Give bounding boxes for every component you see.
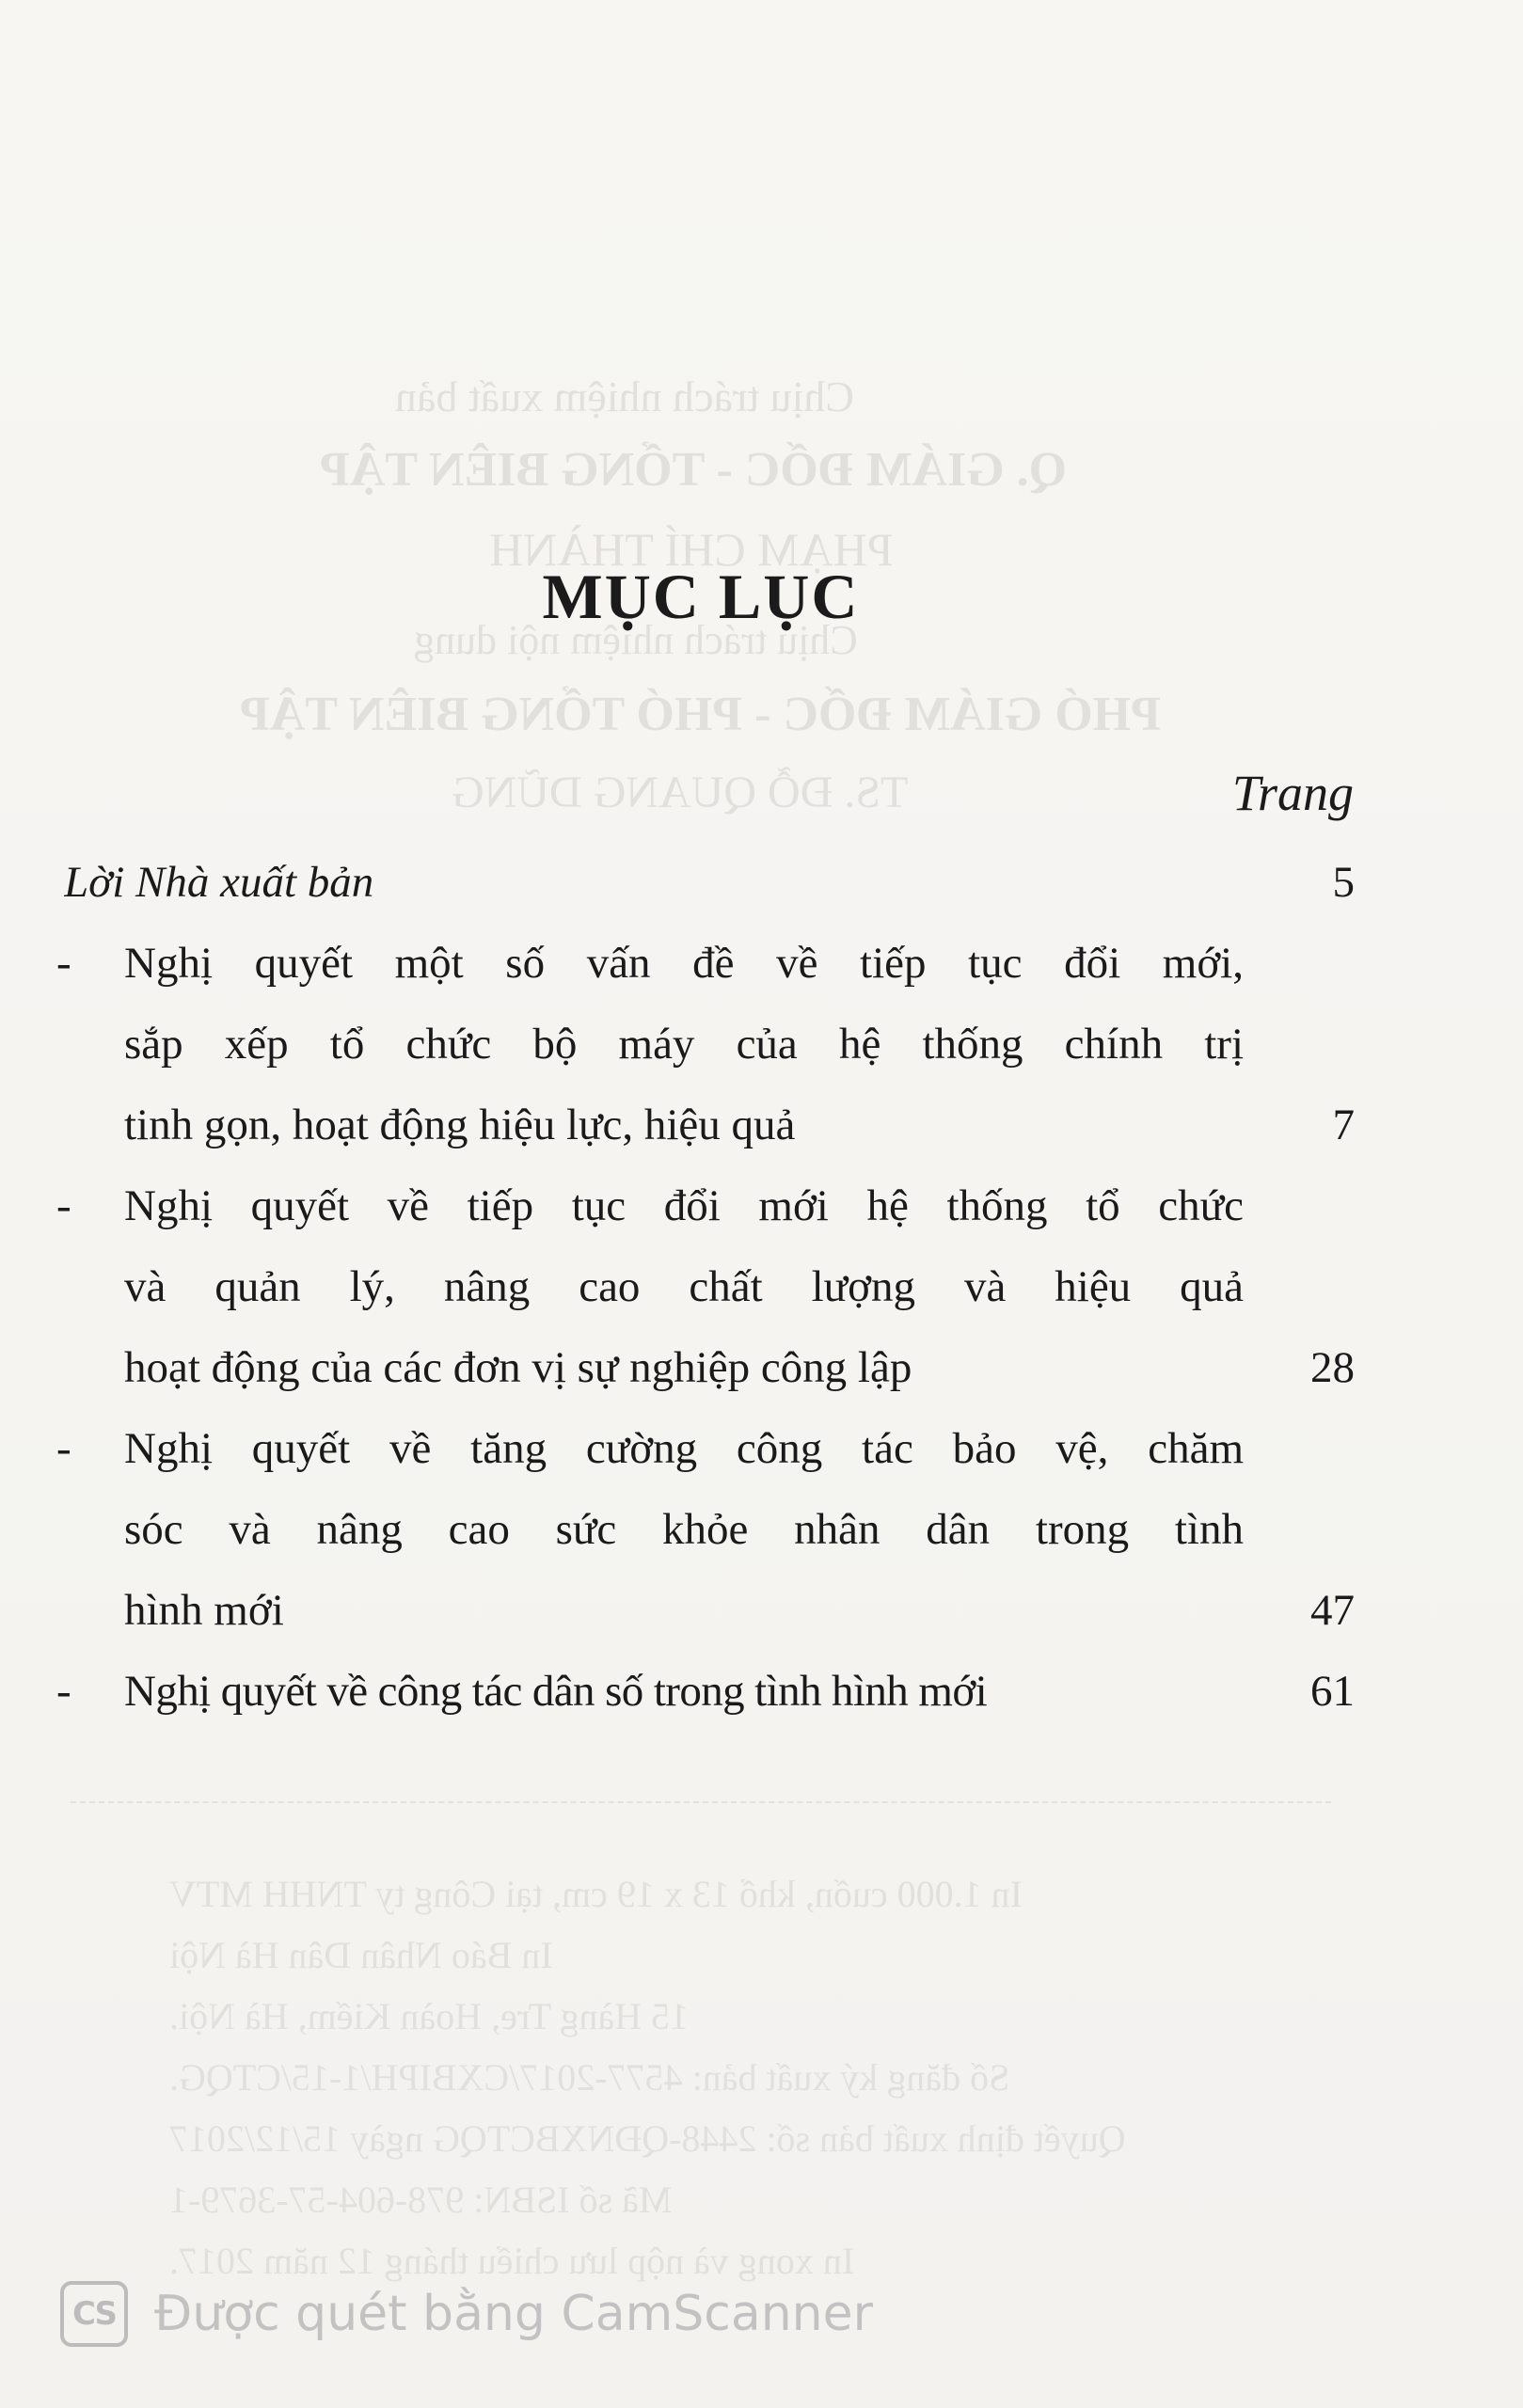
toc-entry-text: sắp xếp tổ chức bộ máy của hệ thống chính trị (124, 1020, 1244, 1069)
toc-entry-page: 5 (1332, 858, 1355, 907)
toc-entry-page: 47 (1310, 1586, 1355, 1635)
toc-entry-bullet: - (56, 1424, 71, 1473)
toc-entry-text: tinh gọn, hoạt động hiệu lực, hiệu quả (124, 1101, 796, 1149)
toc-entry-page: 61 (1310, 1667, 1355, 1716)
toc-entry-page: 7 (1332, 1101, 1355, 1149)
toc-entry-bullet: - (56, 1181, 71, 1230)
toc-entry-resolution-political-system[interactable] (56, 923, 1355, 1165)
toc-entry-text: Nghị quyết về công tác dân số trong tình hình mới (124, 1667, 988, 1716)
table-of-contents (56, 842, 1355, 1732)
toc-entry-publisher-note[interactable] (56, 842, 1355, 923)
page-column-header: Trang (1231, 765, 1354, 821)
toc-entry-bullet: - (56, 1667, 71, 1716)
toc-entry-bullet: - (56, 939, 71, 988)
camscanner-watermark (60, 2276, 873, 2352)
toc-entry-resolution-population[interactable] (56, 1651, 1355, 1732)
toc-entry-text: và quản lý, nâng cao chất lượng và hiệu quả (124, 1262, 1244, 1311)
toc-entry-page: 28 (1310, 1343, 1355, 1392)
toc-entry-text: Nghị quyết về tiếp tục đổi mới hệ thống tổ chức (124, 1181, 1244, 1230)
toc-entry-text: hoạt động của các đơn vị sự nghiệp công lập (124, 1343, 912, 1392)
watermark-text: Được quét bằng CamScanner (154, 2286, 874, 2342)
camscanner-logo-icon: CS (60, 2281, 128, 2347)
toc-entry-text: sóc và nâng cao sức khỏe nhân dân trong tình (124, 1505, 1244, 1554)
toc-entry-text: Nghị quyết về tăng cường công tác bảo vệ, chăm (124, 1424, 1244, 1473)
page-title: MỤC LỤC (542, 561, 860, 632)
toc-entry-text: hình mới (124, 1586, 284, 1635)
toc-entry-text: Nghị quyết một số vấn đề về tiếp tục đổi mới, (124, 939, 1244, 988)
toc-entry-resolution-public-health[interactable] (56, 1408, 1355, 1651)
show-through-background: Chịu trách nhiệm xuất bản Q. GIÁM ĐỐC - TỔNG BIÊN TẬP PHẠM CHÍ THÀNH Chịu trách nhiệm nội dung PHÓ GIÁM ĐỐC - PHÓ TỔNG BIÊN TẬP TS. ĐỖ QUANG DŨNG In 1.000 cuốn, khổ 13 x 19 cm, tại Công ty TNHH MTV In Báo Nhân Dân Hà Nội 15 Hàng Tre, Hoàn Kiếm, Hà Nội. Số đăng ký xuất bản: 4577-2017/CXBIPH/1-15/CTQG. Quyết định xuất bản số: 2448-QĐNXBCTQG ngày 15/12/2017 Mã số ISBN: 978-604-57-3679-1 In xong và nộp lưu chiểu tháng 12 năm 2017. (169, 372, 1161, 2282)
toc-entry-resolution-public-units[interactable] (56, 1165, 1355, 1408)
toc-entry-text: Lời Nhà xuất bản (64, 858, 374, 907)
faint-divider-line (71, 1801, 1331, 1803)
